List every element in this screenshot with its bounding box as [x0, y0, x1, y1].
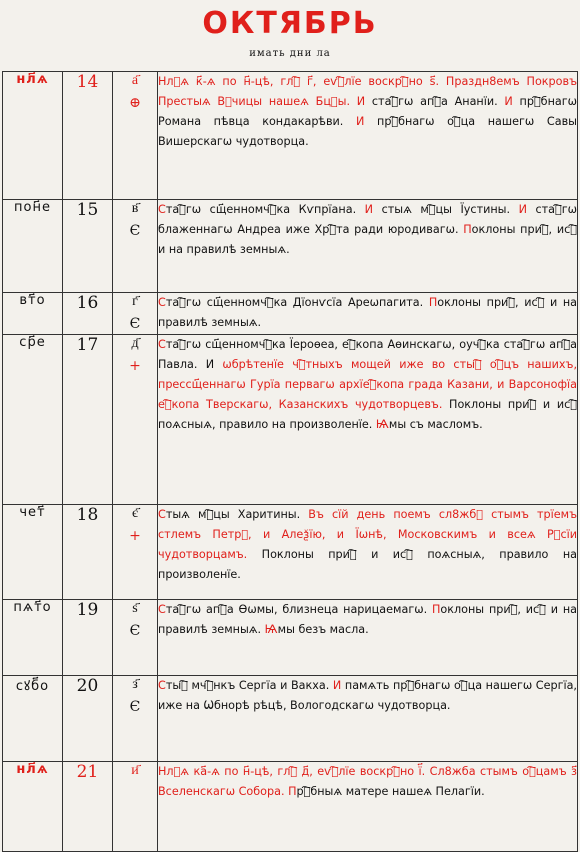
calendar-row	[3, 676, 578, 762]
text-segment: С	[158, 603, 166, 616]
letter-cell	[113, 676, 158, 762]
text-segment: П	[431, 603, 441, 616]
weekday-cell: нл҃ѧ	[3, 72, 63, 200]
text-segment: прⷪ҇бнагѡ оⷽ҇ца нашегѡ Савы Вишерскагѡ чудотворца.	[158, 115, 577, 148]
date-number-cell: 15	[63, 200, 113, 293]
church-letter: ѕ҃	[132, 600, 138, 616]
text-segment: П	[428, 296, 438, 309]
church-letter: д҃	[131, 335, 139, 351]
text-segment: С	[158, 296, 166, 309]
page-header	[0, 0, 580, 70]
calendar-row	[3, 600, 578, 676]
weekday-cell: вт҃о	[3, 293, 63, 335]
weekday-cell: нл҃ѧ	[3, 762, 63, 852]
date-number-cell: 14	[63, 72, 113, 200]
text-segment: И	[364, 203, 374, 216]
date-number-cell: 19	[63, 600, 113, 676]
weekday-cell: пон҃е	[3, 200, 63, 293]
text-segment: И	[205, 358, 215, 371]
text-segment: ѡбрѣтенїе чⷭ҇тныхъ мощей иже во стыⷯ҇ оⷽ҇цъ нашихъ, прессщ҃еннагѡ Гурїа первагѡ архїеⷫ҇копа града Казани, и Варсонофїа еⷫ҇копа Тверскагѡ, Казанскихъ чудотворцевъ.	[158, 358, 577, 411]
church-letter: в҃	[131, 200, 139, 216]
text-segment: таⷢ҇гѡ сщ҃енномчⷱ҇ка Їероѳеа, еⷫ҇копа Аѳинскагѡ, оучⷱ҇ка стаⷢ҇гѡ апⷧ҇а Павла.	[158, 338, 577, 371]
text-segment: таⷢ҇гѡ сщ҃енномчⷱ҇ка Дїонѵсїа Ареѡпагита.	[165, 296, 429, 309]
letter-cell	[113, 335, 158, 505]
text-segment: П	[463, 223, 472, 236]
calendar-row	[3, 335, 578, 505]
letter-cell	[113, 505, 158, 600]
text-segment: И	[518, 203, 527, 216]
calendar-table	[2, 71, 578, 852]
letter-cell	[113, 293, 158, 335]
typikon-sign-icon: +	[129, 358, 141, 374]
date-number-cell: 20	[63, 676, 113, 762]
calendar-row	[3, 505, 578, 600]
date-number-cell: 16	[63, 293, 113, 335]
weekday-cell: ср҃е	[3, 335, 63, 505]
text-segment: И	[504, 95, 513, 108]
date-number-cell: 17	[63, 335, 113, 505]
text-segment: И	[356, 95, 366, 108]
text-segment: С	[158, 508, 166, 521]
commemoration-text	[158, 505, 578, 600]
text-segment	[350, 95, 357, 108]
typikon-sign-icon: Є	[129, 223, 141, 239]
commemoration-text	[158, 676, 578, 762]
letter-cell	[113, 72, 158, 200]
text-segment: таⷢ҇гѡ сщ҃енномчⷱ҇ка Кѵпрїана.	[165, 203, 365, 216]
typikon-sign-icon: Є	[129, 623, 141, 639]
text-segment: стыѧ мⷱ҇цы Їустины.	[373, 203, 519, 216]
month-subtitle: имать дни ла	[249, 48, 331, 59]
weekday-cell: пѧт҃о	[3, 600, 63, 676]
typikon-sign-icon: ⊕	[129, 95, 141, 111]
text-segment: С	[158, 679, 166, 692]
text-segment: Нлⷣѧ к҃-ѧ по н҃-цѣ, глⷭ҇ г҃, еѵⷢ҇лїе воскрⷭ҇но ѕ҃. Праздн8емъ Покровъ Престыѧ Вⷣчицы нашеѧ Бцⷣы.	[158, 75, 577, 108]
typikon-sign-icon: Є	[129, 699, 141, 715]
calendar-row	[3, 293, 578, 335]
calendar-row	[3, 72, 578, 200]
church-letter: а҃	[131, 72, 139, 88]
text-segment: Ѩ	[264, 623, 278, 636]
letter-cell	[113, 200, 158, 293]
text-segment: стаⷢ҇гѡ блаженнагѡ Андреа иже Хрⷭ҇та ради юродивагѡ.	[158, 203, 577, 236]
calendar-row	[3, 762, 578, 852]
text-segment: П	[288, 785, 297, 798]
date-number-cell: 18	[63, 505, 113, 600]
commemoration-text	[158, 72, 578, 200]
text-segment: прⷪ҇бнагѡ Романа пѣвца кондакарѣви.	[158, 95, 577, 128]
text-segment: Поклоны приⷯ҇ и исⷯ҇ поѧсныѧ, правило на произволенїе.	[158, 398, 577, 431]
month-title: ОКТЯБРЬ	[202, 6, 378, 41]
church-letter: є҃	[131, 505, 138, 521]
text-segment: стаⷢ҇гѡ апⷧ҇а Ананїи.	[365, 95, 505, 108]
commemoration-text	[158, 335, 578, 505]
calendar-body	[3, 72, 578, 852]
date-number-cell: 21	[63, 762, 113, 852]
text-segment: С	[158, 203, 166, 216]
text-segment: мы безъ масла.	[277, 623, 369, 636]
text-segment: оклоны приⷯ҇, исⷯ҇ и на правилѣ земныѧ.	[158, 296, 577, 329]
typikon-sign-icon: Є	[129, 316, 141, 332]
text-segment: Ѩ	[375, 418, 389, 431]
text-segment: тыⷯ҇ мчⷱ҇нкъ Сергїа и Вакха.	[165, 679, 333, 692]
commemoration-text	[158, 762, 578, 852]
letter-cell	[113, 762, 158, 852]
letter-cell	[113, 600, 158, 676]
commemoration-text	[158, 200, 578, 293]
text-segment: И	[356, 115, 365, 128]
text-segment: рⷪ҇бныѧ матере нашеѧ Пелагїи.	[296, 785, 485, 798]
church-letter: и҃	[131, 762, 139, 778]
text-segment: таⷢ҇гѡ апⷧ҇а Ѳѡмы, близнеца нарицаемагѡ.	[165, 603, 432, 616]
text-segment: Въ сїй день поемъ сл8жбꙋ стымъ трїемъ стлемъ Петрꙋ, и Алеѯїю, и Їѡнѣ, Московскимъ и всеѧ Рꙋсїи чудотворцамъ.	[158, 508, 577, 561]
text-segment: Нлⷣѧ ка҃-ѧ по н҃-цѣ, глⷭ҇ д҃, еѵⷢ҇лїе воскрⷭ҇но ї҃. Сл8жба стымъ оⷽ҇цамъ з҃ Вселенскагѡ Собора.	[158, 765, 577, 798]
calendar-row	[3, 200, 578, 293]
commemoration-text	[158, 293, 578, 335]
church-letter: г҃	[132, 293, 138, 309]
weekday-cell: чет҃	[3, 505, 63, 600]
text-segment: оклоны приⷯ҇, исⷯ҇ и на правилѣ земныѧ.	[158, 223, 577, 256]
text-segment: тыѧ мⷱ҇цы Харитины.	[165, 508, 309, 521]
text-segment: Поклоны приⷯ҇ и исⷯ҇ поѧсныѧ, правило на произволенїе.	[158, 548, 577, 581]
text-segment: памѧть прⷪ҇бнагѡ оⷽ҇ца нашегѡ Сергїа, иже на Ѡбнорѣ рѣцѣ, Вологодскагѡ чудотворца.	[158, 679, 577, 712]
text-segment: И	[332, 679, 342, 692]
text-segment: мы съ масломъ.	[388, 418, 483, 431]
commemoration-text	[158, 600, 578, 676]
church-letter: з҃	[132, 676, 138, 692]
weekday-cell: сꙋб҃о	[3, 676, 63, 762]
text-segment: С	[158, 338, 166, 351]
text-segment: оклоны приⷯ҇, исⷯ҇ и на правилѣ земныѧ.	[158, 603, 577, 636]
typikon-sign-icon: +	[129, 528, 141, 544]
